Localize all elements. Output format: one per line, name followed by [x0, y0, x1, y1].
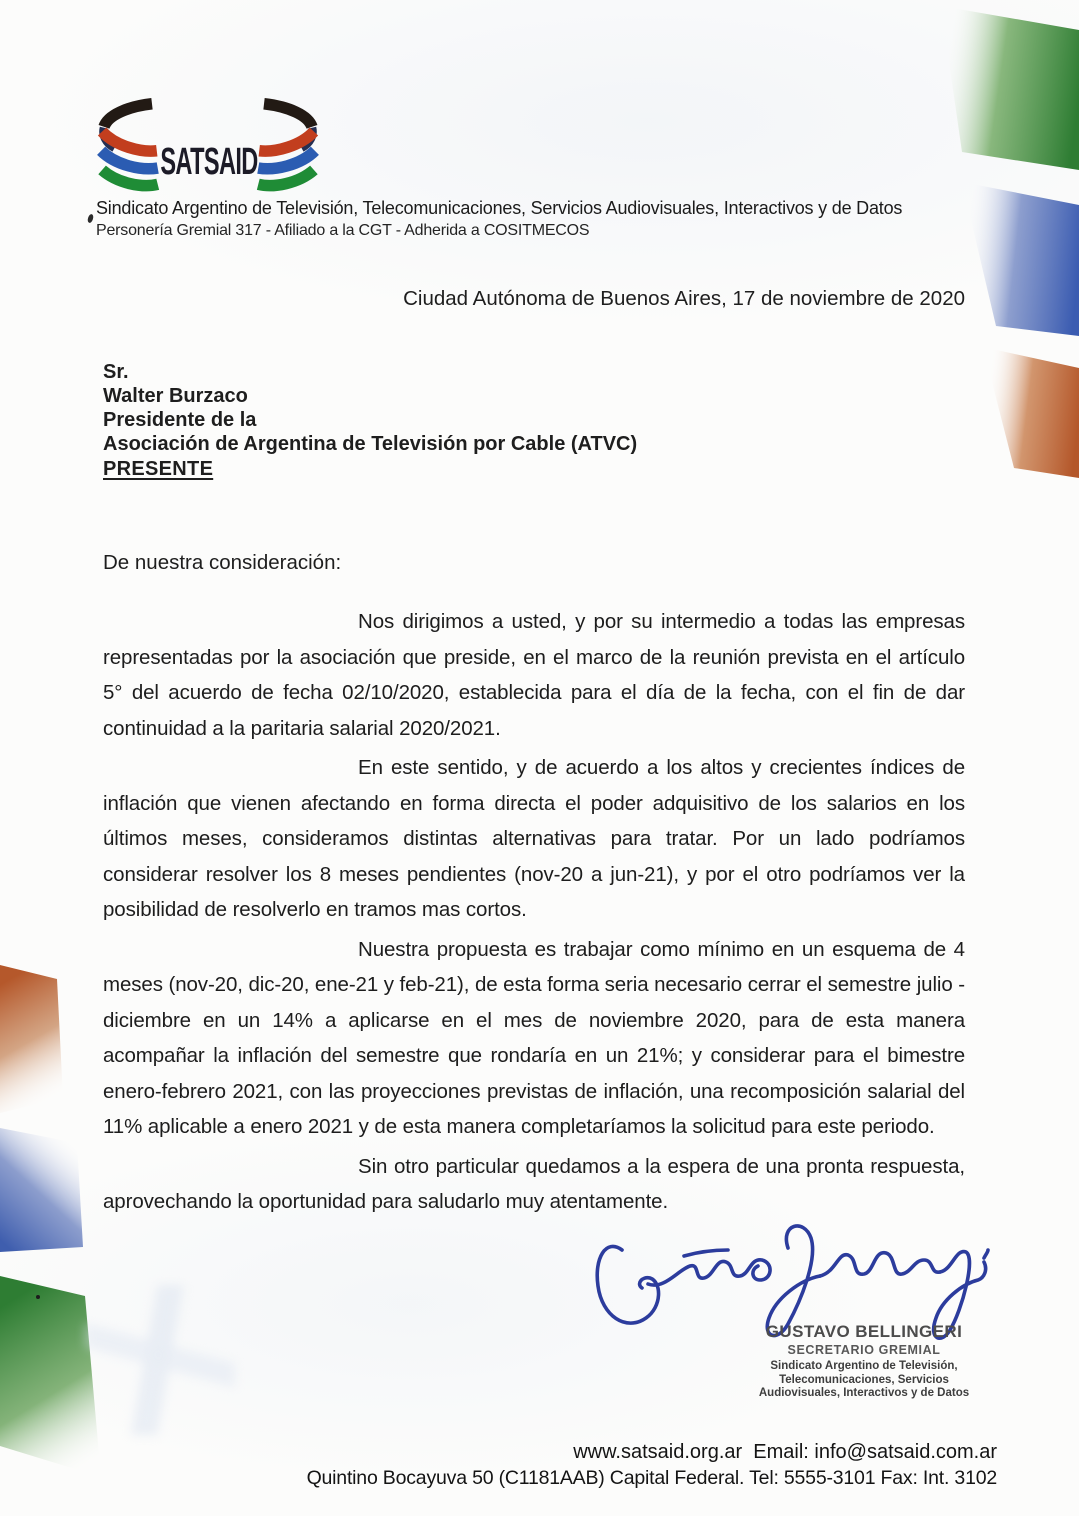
letterhead-registry-line: Personería Gremial 317 - Afiliado a la CGT - Adherida a COSITMECOS [96, 222, 590, 239]
signatory-org-line-2: Telecomunicaciones, Servicios [779, 1373, 949, 1386]
recipient-present: PRESENTE [103, 458, 214, 480]
recipient-title: Presidente de la [103, 409, 257, 431]
signatory-org-line-3: Audiovisuales, Interactivos y de Datos [758, 1387, 970, 1399]
paragraph-3: Nuestra propuesta es trabajar como mínimo en un esquema de 4 meses (nov-20, dic-20, ene-21 y feb-21), de esta forma seria necesario cerrar el semestre julio - diciembre en un 14% a aplicarse en el mes de noviembre 2020, para de esta manera acompañar la inflación del semestre que rondaría en un 21%; y considerar para el bimestre enero-febrero 2021, con las proyecciones previstas de inflación, una recomposición salarial del 11% aplicable a enero 2021 y de esta manera completaríamos la solicitud para este periodo. [103, 937, 965, 1138]
signatory-name: GUSTAVO BELLINGERI [765, 1322, 963, 1341]
logo-wordmark: SATSAID [160, 141, 258, 183]
dateline: Ciudad Autónoma de Buenos Aires, 17 de noviembre de 2020 [403, 287, 965, 310]
signature-block [718, 1322, 1010, 1401]
signatory-org-line-1: Sindicato Argentino de Televisión, [770, 1360, 958, 1372]
footer-address-phone: Quintino Bocayuva 50 (C1181AAB) Capital Federal. Tel: 5555-3101 Fax: Int. 3102 [306, 1467, 997, 1489]
signatory-role: SECRETARIO GREMIAL [787, 1343, 941, 1357]
footer-web-email: www.satsaid.org.ar Email: info@satsaid.com.ar [573, 1441, 997, 1463]
recipient-salutation: Sr. [103, 361, 129, 383]
greeting-line: De nuestra consideración: [103, 551, 342, 574]
letter-footer [307, 1441, 997, 1490]
signatory-organization [718, 1360, 1010, 1401]
letter-body [103, 604, 965, 1220]
scan-ghost-mark [85, 1285, 235, 1435]
recipient-block [103, 360, 637, 481]
paragraph-2: En este sentido, y de acuerdo a los altos y crecientes índices de inflación que vienen afectando en forma directa el poder adquisitivo de los salarios en los últimos meses, consideramos distintas alternativas para tratar. Por un lado podríamos considerar resolver los 8 meses pendientes (nov-20 a jun-21), y por el otro podríamos ver la posibilidad de resolverlo en tramos mas cortos. [103, 756, 965, 921]
satsaid-logo [95, 95, 323, 191]
recipient-organization: Asociación de Argentina de Televisión por Cable (ATVC) [103, 433, 638, 455]
logo-ribbon-swirl-right-icon [255, 98, 321, 192]
letterhead-organization-line: Sindicato Argentino de Televisión, Telecomunicaciones, Servicios Audiovisuales, Interactivos y de Datos [96, 198, 903, 218]
scan-speck [36, 1295, 40, 1299]
recipient-name: Walter Burzaco [103, 385, 248, 407]
logo-ribbon-swirl-left-icon [95, 98, 161, 192]
paragraph-4: Sin otro particular quedamos a la espera de una pronta respuesta, aprovechando la oportunidad para saludarlo muy atentamente. [103, 1154, 965, 1213]
scan-speck [87, 213, 95, 223]
paragraph-1: Nos dirigimos a usted, y por su intermedio a todas las empresas representadas por la asociación que preside, en el marco de la reunión prevista en el artículo 5° del acuerdo de fecha 02/10/2020, establecida para el día de la fecha, con el fin de dar continuidad a la paritaria salarial 2020/2021. [103, 610, 965, 740]
